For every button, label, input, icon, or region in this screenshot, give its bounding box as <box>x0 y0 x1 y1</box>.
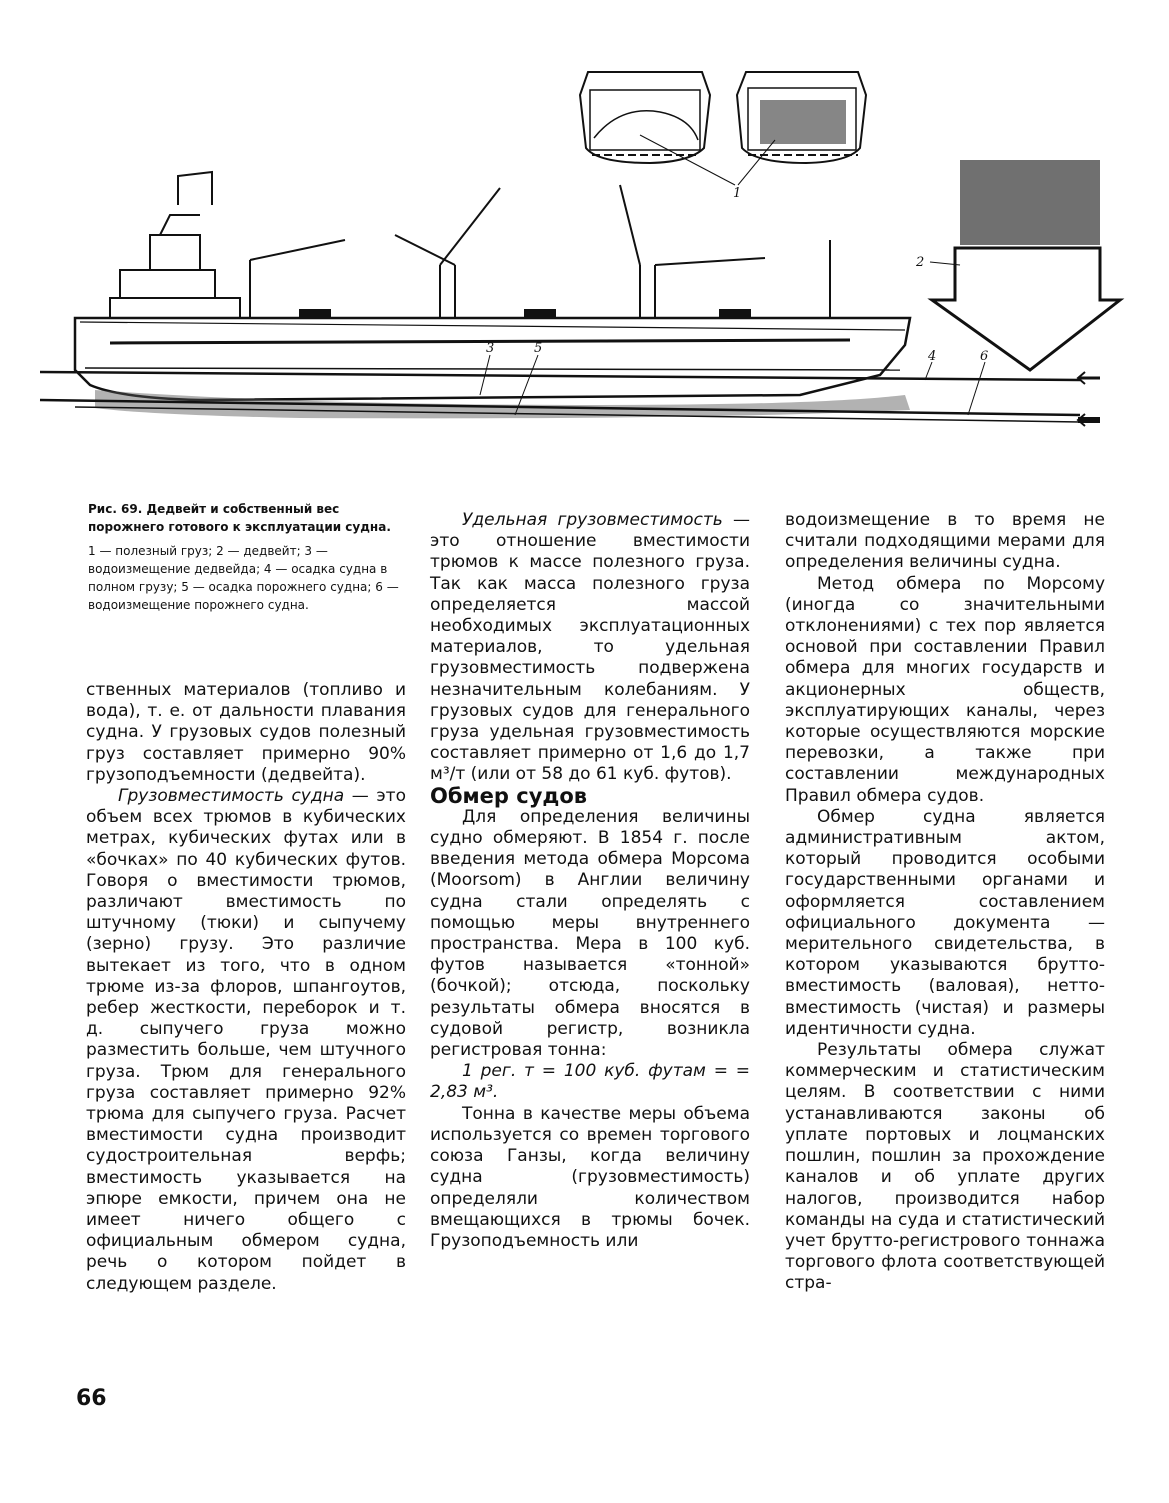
paragraph: Результаты обмера служат коммерческим и статистическим целям. В соответствии с ними устанавливаются законы об уплате портовых и лоцманских пошлин, пошлин за прохождение каналов и об уплате других налогов, производится набор команды на суда и статистический учет брутто-регистрового тоннажа торгового флота соответствующей стра- <box>785 1040 1105 1294</box>
paragraph <box>430 510 750 786</box>
section-heading: Обмер судов <box>430 783 588 808</box>
figure-caption <box>88 500 406 614</box>
figure-label-1: 1 <box>733 186 742 201</box>
paragraph: Обмер судна является административным актом, который проводится особыми государственными органами и оформляется составлением официального документа — мерительного свидетельства, в котором указываются брутто-вместимость (валовая), нетто-вместимость (чистая) и размеры идентичности судна. <box>785 806 1105 1039</box>
caption-legend: 1 — полезный груз; 2 — дедвейт; 3 — водоизмещение дедвейда; 4 — осадка судна в полном грузу; 5 — осадка порожнего судна; 6 — водоизмещение порожнего судна. <box>88 544 399 612</box>
term: Грузовместимость судна <box>118 786 345 807</box>
paragraph: ственных материалов (топливо и вода), т. е. от дальности плавания судна. У грузовых судов полезный груз составляет примерно 90% грузоподъемности (дедвейта). <box>86 680 406 785</box>
term: Удельная грузовместимость <box>462 510 723 530</box>
figure-label-2: 2 <box>916 255 925 270</box>
paragraph-text: — это отношение вместимости трюмов к массе полезного груза. Так как масса полезного груза определяется массой необходимых эксплуатационных материалов, то удельная грузовместимость подвержена незначительным колебаниям. У грузовых судов для генерального груза удельная грузовместимость составляет примерно от 1,6 до 1,7 м³/т (или от 58 до 61 куб. футов). <box>430 510 750 785</box>
paragraph <box>86 786 406 1295</box>
paragraph: водоизмещение в то время не считали подходящими мерами для определения величины судна. <box>785 510 1105 573</box>
paragraph: Тонна в качестве меры объема используется со времен торгового союза Ганзы, когда величину судна (грузовместимость) определяли количеством вмещающихся в трюмы бочек. Грузоподъемность или <box>430 1103 750 1251</box>
text-column-2 <box>430 510 750 1252</box>
hull-cross-section-general <box>737 72 866 163</box>
page-number: 66 <box>76 1386 107 1411</box>
paragraph: Для определения величины судно обмеряют. В 1854 г. после введения метода обмера Морсома (Moorsom) в Англии величину судна стали определять с помощью меры внутреннего пространства. Мера в 100 куб. футов называется «тонной» (бочкой); отсюда, поскольку результаты обмера вносятся в судовой регистр, возникла регистровая тонна: <box>430 806 750 1061</box>
text-column-1 <box>86 680 406 1295</box>
caption-title: Рис. 69. Дедвейт и собственный вес порожнего готового к эксплуатации судна. <box>88 502 391 534</box>
ship-deadweight-figure <box>0 0 1169 480</box>
formula: 1 рег. т = 100 куб. футам = = 2,83 м³. <box>430 1061 750 1103</box>
figure-label-6: 6 <box>980 349 989 364</box>
deadweight-arrow <box>932 160 1120 370</box>
text-column-3 <box>785 510 1105 1295</box>
hull-cross-section-bulk <box>580 72 710 163</box>
figure-label-4: 4 <box>928 349 937 364</box>
paragraph-text: — это объем всех трюмов в кубических метрах, кубических футах или в «бочках» по 40 кубических футов. Говоря о вместимости трюмов, различают вместимость по штучному (тюки) и сыпучему (зерно) грузу. Это различие вытекает из того, что в одном трюме из-за флоров, шпангоутов, ребер жесткости, переборок и т. д. сыпучего груза можно разместить больше, чем штучного груза. Трюм для генерального груза составляет примерно 92% трюма для сыпучего груза. Расчет вместимости судна производит судостроительная верфь; вместимость указывается на эпюре емкости, причем она не имеет ничего общего с официальным обмером судна, речь о котором пойдет в следующем разделе. <box>86 786 406 1294</box>
figure-label-3: 3 <box>486 341 495 356</box>
figure-label-5: 5 <box>534 341 543 356</box>
ship-side-view <box>40 172 1080 422</box>
paragraph: Метод обмера по Морсому (иногда со значительными отклонениями) с тех пор является основой при составлении Правил обмера для многих государств и акционерных обществ, эксплуатирующих каналы, через которые осуществляются морские перевозки, а также при составлении международных Правил обмера судов. <box>785 573 1105 806</box>
